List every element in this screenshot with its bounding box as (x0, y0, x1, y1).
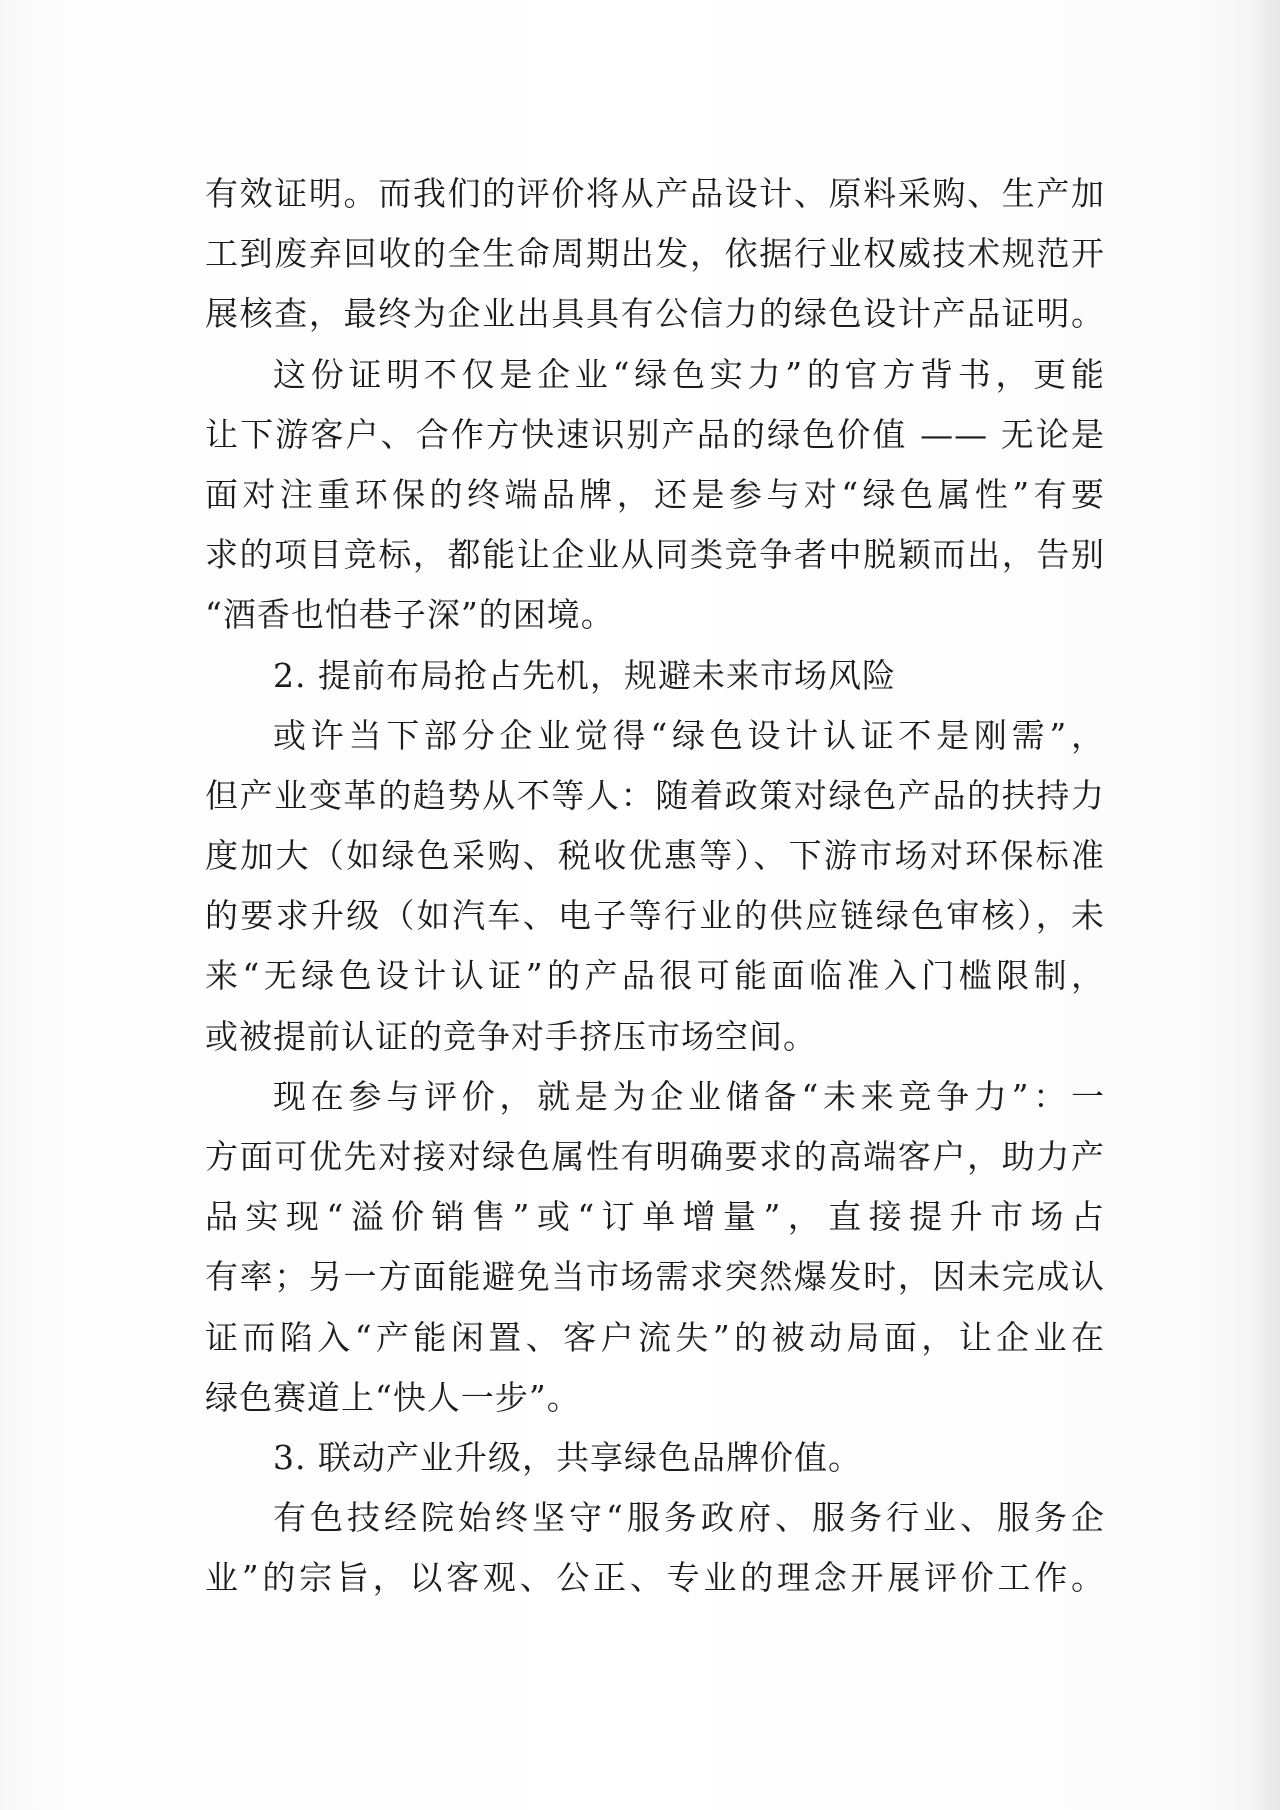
text-line: “酒香也怕巷子深”的困境。 (205, 595, 615, 635)
paragraph-first-line: 现在参与评价，就是为企业储备“未来竞争力”：一 (273, 1076, 1105, 1116)
paragraph-first-line: 或许当下部分企业觉得“绿色设计认证不是刚需”， (273, 715, 1105, 755)
text-line: 求的项目竞标，都能让企业从同类竞争者中脱颖而出，告别 (205, 535, 1105, 575)
text-line: 但产业变革的趋势从不等人：随着政策对绿色产品的扶持力 (205, 775, 1105, 815)
text-line: 度加大（如绿色采购、税收优惠等）、下游市场对环保标准 (205, 836, 1105, 876)
section-heading-2: 2. 提前布局抢占先机，规避未来市场风险 (273, 655, 896, 695)
text-line: 或被提前认证的竞争对手挤压市场空间。 (205, 1016, 817, 1056)
text-line: 展核查，最终为企业出具具有公信力的绿色设计产品证明。 (205, 294, 1105, 334)
text-line: 面对注重环保的终端品牌，还是参与对“绿色属性”有要 (205, 474, 1105, 514)
text-line: 方面可优先对接对绿色属性有明确要求的高端客户，助力产 (205, 1137, 1105, 1176)
text-line: 品实现“溢价销售”或“订单增量”，直接提升市场占 (205, 1197, 1105, 1237)
text-line: 证而陷入“产能闲置、客户流失”的被动局面，让企业在 (205, 1317, 1105, 1357)
text-line: 的要求升级（如汽车、电子等行业的供应链绿色审核），未 (205, 896, 1105, 936)
body-text (205, 164, 1105, 1609)
text-line: 绿色赛道上“快人一步”。 (205, 1377, 581, 1417)
section-heading-3: 3. 联动产业升级，共享绿色品牌价值。 (273, 1437, 862, 1477)
text-line: 业”的宗旨，以客观、公正、专业的理念开展评价工作。 (205, 1558, 1105, 1598)
text-line: 工到废弃回收的全生命周期出发，依据行业权威技术规范开 (205, 234, 1105, 274)
text-line: 让下游客户、合作方快速识别产品的绿色价值 —— 无论是 (205, 414, 1105, 454)
paragraph-first-line: 有色技经院始终坚守“服务政府、服务行业、服务企 (273, 1498, 1105, 1538)
page-edge-shadow (1250, 0, 1280, 1810)
paragraph-first-line: 这份证明不仅是企业“绿色实力”的官方背书，更能 (273, 354, 1105, 394)
text-line: 有效证明。而我们的评价将从产品设计、原料采购、生产加 (205, 174, 1105, 213)
text-line: 有率；另一方面能避免当市场需求突然爆发时，因未完成认 (205, 1257, 1105, 1297)
text-line: 来“无绿色设计认证”的产品很可能面临准入门槛限制， (205, 956, 1105, 996)
